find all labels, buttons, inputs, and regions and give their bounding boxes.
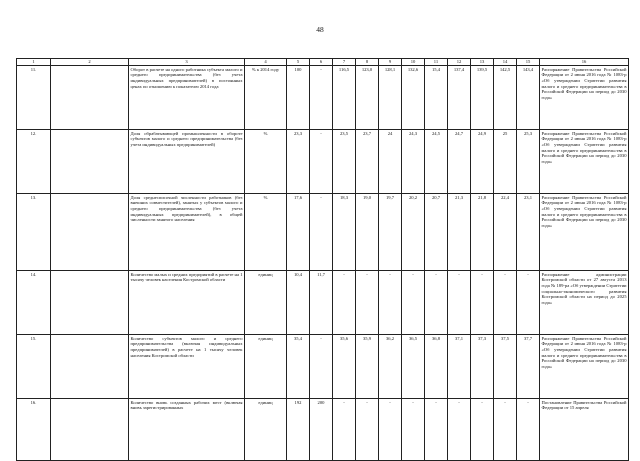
value-cell: 128,1 [379,66,402,130]
value-cell: 24 [379,130,402,194]
value-cell: 137,4 [448,66,471,130]
value-cell: 142,5 [494,66,517,130]
value-cell: - [333,271,356,335]
source-document: Распоряжение Правительства Российской Федерации от 2 июня 2016 года № 1083-р «Об утверждении Стратегии развития малого и среднего предпринимательства в Российской Федерации на период до 2030 года» [540,194,629,271]
value-cell: 19,0 [356,194,379,271]
value-cell: 35,6 [333,335,356,399]
indicator-name: Количество субъектов малого и среднего предпринимательства (включая индивидуальных предпринимателей) в расчете на 1 тысячу человек населения Костромской области [129,335,245,399]
value-cell: - [310,130,333,194]
value-cell: 23,3 [287,130,310,194]
value-cell: 15,4 [425,66,448,130]
header-row [17,59,629,66]
value-cell: 132,6 [402,66,425,130]
value-cell: 37,1 [448,335,471,399]
indicator-name: Доля среднесписочной численности работников (без внешних совместителей), занятых у субъектов малого и среднего предпринимательства (без учета индивидуальных предпринимателей), в общей численности занятого населения [129,194,245,271]
header-cell: 6 [310,59,333,66]
value-cell: - [310,335,333,399]
row-number: 16. [17,399,51,461]
value-cell: 11,7 [310,271,333,335]
value-cell: 100 [287,66,310,130]
row-number: 12. [17,130,51,194]
value-cell: - [471,399,494,461]
header-cell: 14 [494,59,517,66]
row-number: 15. [17,335,51,399]
value-cell: 24,3 [402,130,425,194]
empty-cell [51,66,129,130]
value-cell: 139,5 [471,66,494,130]
header-cell: 13 [471,59,494,66]
header-cell: 1 [17,59,51,66]
value-cell: - [517,271,540,335]
table-row [17,335,629,399]
value-cell: - [333,399,356,461]
value-cell: 17,6 [287,194,310,271]
value-cell: 22,4 [494,194,517,271]
unit-cell: % [245,130,287,194]
value-cell: 21,8 [471,194,494,271]
indicator-name: Количество малых и средних предприятий в расчете на 1 тысячу человек населения Костромской области [129,271,245,335]
value-cell: - [379,271,402,335]
header-cell: 3 [129,59,245,66]
header-cell: 9 [379,59,402,66]
header-cell: 7 [333,59,356,66]
source-document: Постановление Правительства Российской Федерации от 15 апреля [540,399,629,461]
value-cell: 200 [310,399,333,461]
value-cell: 25 [494,130,517,194]
value-cell: 37,5 [494,335,517,399]
value-cell: 24,9 [471,130,494,194]
page-number: 48 [316,25,324,34]
row-number: 11. [17,66,51,130]
unit-cell: единиц [245,271,287,335]
value-cell: 23,1 [517,194,540,271]
source-document: Распоряжение Правительства Российской Федерации от 2 июня 2016 года № 1083-р «Об утверждении Стратегии развития малого и среднего предпринимательства в Российской Федерации на период до 2030 года» [540,335,629,399]
value-cell: 20,2 [402,194,425,271]
value-cell: 23,7 [356,130,379,194]
empty-cell [51,335,129,399]
unit-cell: единиц [245,399,287,461]
value-cell: 116,5 [333,66,356,130]
header-cell: 12 [448,59,471,66]
value-cell: 123,0 [356,66,379,130]
value-cell: 36,5 [402,335,425,399]
value-cell: 37,7 [517,335,540,399]
value-cell: 35,4 [287,335,310,399]
unit-cell: единиц [245,335,287,399]
value-cell: - [402,399,425,461]
value-cell: 143,4 [517,66,540,130]
value-cell: 21,3 [448,194,471,271]
row-number: 13. [17,194,51,271]
header-cell: 10 [402,59,425,66]
table-row [17,130,629,194]
table-row [17,66,629,130]
value-cell: - [379,399,402,461]
value-cell: - [356,399,379,461]
unit-cell: % [245,194,287,271]
value-cell: - [310,66,333,130]
value-cell: 25,3 [517,130,540,194]
value-cell: 20,7 [425,194,448,271]
header-cell: 15 [517,59,540,66]
table-row [17,399,629,461]
header-cell: 4 [245,59,287,66]
value-cell: - [448,271,471,335]
value-cell: 10,4 [287,271,310,335]
value-cell: - [517,399,540,461]
value-cell: 19,7 [379,194,402,271]
empty-cell [51,271,129,335]
header-cell: 16 [540,59,629,66]
empty-cell [51,399,129,461]
indicator-name: Доля обрабатывающей промышленности в обороте субъектов малого и среднего предпринимательства (без учета индивидуальных предпринимателей) [129,130,245,194]
value-cell: 37,3 [471,335,494,399]
header-cell: 5 [287,59,310,66]
source-document: Распоряжение администрации Костромской области от 27 августа 2013 года № 189-ра «Об утверждении Стратегии социально-экономического развития Костромской области на период до 2025 года» [540,271,629,335]
value-cell: - [425,399,448,461]
header-cell: 2 [51,59,129,66]
value-cell: - [448,399,471,461]
indicator-name: Количество вновь созданных рабочих мест (включая вновь зарегистрированных [129,399,245,461]
value-cell: - [310,194,333,271]
value-cell: - [402,271,425,335]
value-cell: - [494,399,517,461]
value-cell: 192 [287,399,310,461]
source-document: Распоряжение Правительства Российской Федерации от 2 июня 2016 года № 1083-р «Об утверждении Стратегии развития малого и среднего предпринимательства в Российской Федерации на период до 2030 года» [540,66,629,130]
value-cell: 36,8 [425,335,448,399]
table-row [17,194,629,271]
source-document: Распоряжение Правительства Российской Федерации от 2 июня 2016 года № 1083-р «Об утверждении Стратегии развития малого и среднего предпринимательства в Российской Федерации на период до 2030 года» [540,130,629,194]
value-cell: 24,7 [448,130,471,194]
empty-cell [51,194,129,271]
value-cell: 35,9 [356,335,379,399]
value-cell: 23,5 [333,130,356,194]
row-number: 14. [17,271,51,335]
value-cell: - [471,271,494,335]
value-cell: - [425,271,448,335]
value-cell: - [356,271,379,335]
header-cell: 8 [356,59,379,66]
value-cell: 36,2 [379,335,402,399]
value-cell: - [494,271,517,335]
value-cell: 24,5 [425,130,448,194]
table-row [17,271,629,335]
empty-cell [51,130,129,194]
value-cell: 18,3 [333,194,356,271]
header-cell: 11 [425,59,448,66]
indicator-name: Оборот в расчете на одного работника субъекта малого и среднего предпринимательства (без учета индивидуальных предпринимателей) в постоянных ценах по отношению к показателю 2014 года [129,66,245,130]
unit-cell: % к 2014 году [245,66,287,130]
indicators-table [16,58,629,461]
